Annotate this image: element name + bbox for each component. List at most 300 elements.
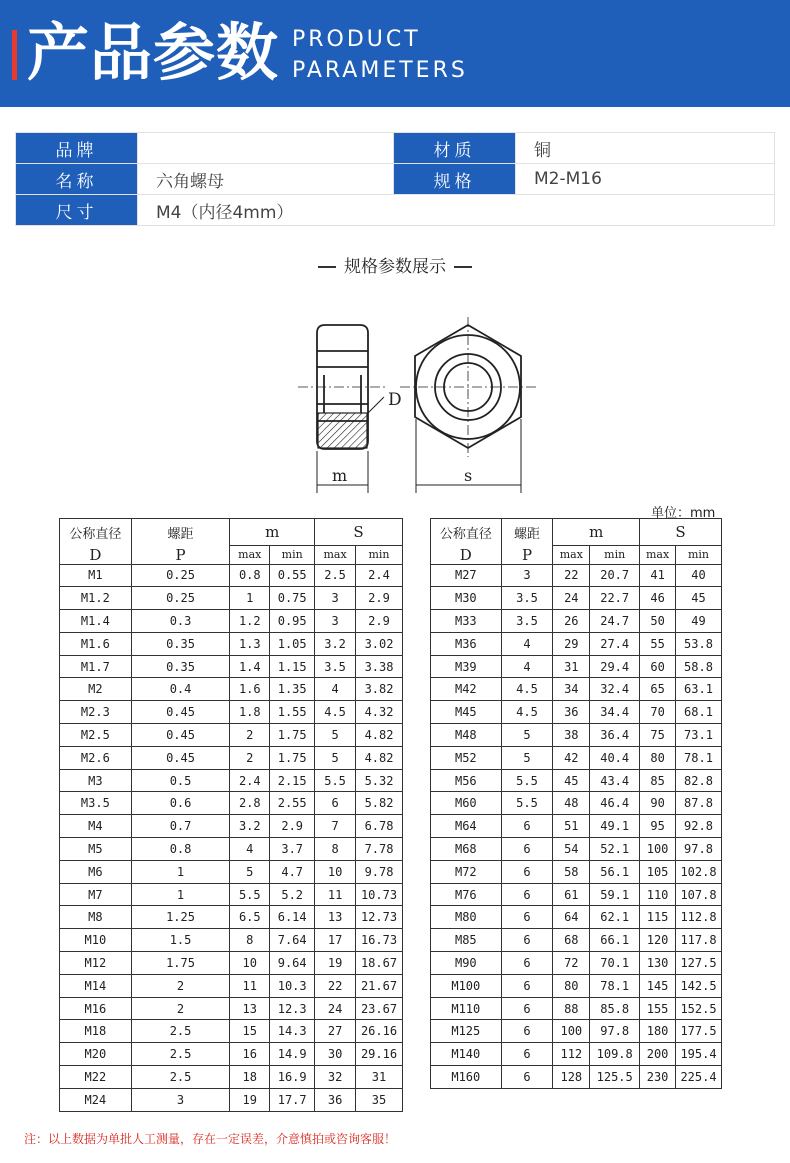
cell-m-max: 2 [230,724,270,747]
cell-m-min: 85.8 [590,997,640,1020]
section-title-text: 规格参数展示 [344,257,446,277]
table-row [431,883,722,906]
header-nominal-diameter: 公称直径 [60,519,132,546]
cell-pitch: 4.5 [501,701,553,724]
table-row [60,906,403,929]
table-row [60,655,403,678]
cell-pitch: 4 [501,632,553,655]
table-row [60,815,403,838]
info-row-3 [16,195,775,226]
banner-title-cn: 产品参数 [27,16,280,89]
header-m-min: min [270,546,315,565]
cell-s-min: 31 [356,1066,403,1089]
cell-pitch: 2 [131,974,230,997]
cell-m-max: 54 [553,838,590,861]
cell-m-min: 43.4 [590,769,640,792]
cell-m-min: 1.55 [270,701,315,724]
cell-m-min: 17.7 [270,1088,315,1111]
banner-title-en-line2: PARAMETERS [292,58,468,83]
cell-s-max: 32 [315,1066,356,1089]
cell-pitch: 0.25 [131,564,230,587]
cell-m-max: 61 [553,883,590,906]
cell-s-max: 13 [315,906,356,929]
header-m: m [230,519,315,546]
cell-s-min: 45 [676,587,722,610]
table-row [60,952,403,975]
label-m: m [332,466,348,485]
section-title [0,252,790,277]
cell-s-max: 100 [640,838,676,861]
cell-s-min: 102.8 [676,860,722,883]
cell-m-max: 13 [230,997,270,1020]
cell-s-max: 2.5 [315,564,356,587]
cell-s-max: 230 [640,1066,676,1089]
cell-m-min: 40.4 [590,746,640,769]
cell-m-min: 29.4 [590,655,640,678]
cell-pitch: 6 [501,815,553,838]
table-row [431,860,722,883]
cell-diameter: M60 [431,792,502,815]
cell-s-max: 5 [315,724,356,747]
cell-s-min: 127.5 [676,952,722,975]
cell-s-min: 152.5 [676,997,722,1020]
cell-m-min: 32.4 [590,678,640,701]
cell-diameter: M52 [431,746,502,769]
cell-pitch: 1.25 [131,906,230,929]
cell-pitch: 1 [131,883,230,906]
cell-s-min: 3.38 [356,655,403,678]
cell-pitch: 0.45 [131,746,230,769]
cell-s-max: 41 [640,564,676,587]
table-row [431,792,722,815]
cell-diameter: M140 [431,1043,502,1066]
cell-m-min: 10.3 [270,974,315,997]
cell-pitch: 6 [501,952,553,975]
cell-m-max: 0.8 [230,564,270,587]
cell-m-max: 68 [553,929,590,952]
table-row [60,564,403,587]
cell-m-min: 2.15 [270,769,315,792]
header-s-min: min [356,546,403,565]
table-row [431,587,722,610]
cell-m-max: 1.8 [230,701,270,724]
header-s: S [640,519,722,546]
cell-m-max: 51 [553,815,590,838]
cell-m-max: 100 [553,1020,590,1043]
cell-s-max: 5 [315,746,356,769]
table-row [60,883,403,906]
cell-s-min: 2.9 [356,610,403,633]
cell-diameter: M160 [431,1066,502,1089]
disclaimer-note: 注：以上数据为单批人工测量，存在一定误差，介意慎拍或咨询客服！ [24,1132,397,1146]
cell-s-max: 180 [640,1020,676,1043]
cell-diameter: M20 [60,1043,132,1066]
cell-diameter: M90 [431,952,502,975]
cell-pitch: 6 [501,974,553,997]
cell-s-max: 55 [640,632,676,655]
cell-s-max: 155 [640,997,676,1020]
cell-s-max: 70 [640,701,676,724]
cell-pitch: 6 [501,929,553,952]
cell-m-min: 1.15 [270,655,315,678]
cell-m-max: 80 [553,974,590,997]
cell-m-max: 64 [553,906,590,929]
cell-s-min: 142.5 [676,974,722,997]
cell-pitch: 0.6 [131,792,230,815]
table-row [60,724,403,747]
cell-pitch: 0.45 [131,701,230,724]
table-row [60,587,403,610]
cell-m-max: 72 [553,952,590,975]
cell-m-min: 22.7 [590,587,640,610]
header-nominal-diameter: 公称直径 [431,519,502,546]
cell-diameter: M80 [431,906,502,929]
cell-s-min: 112.8 [676,906,722,929]
cell-m-min: 62.1 [590,906,640,929]
header-m: m [553,519,640,546]
cell-s-min: 92.8 [676,815,722,838]
cell-diameter: M2 [60,678,132,701]
cell-m-min: 5.2 [270,883,315,906]
cell-s-min: 21.67 [356,974,403,997]
cell-pitch: 1.5 [131,929,230,952]
cell-diameter: M5 [60,838,132,861]
cell-m-min: 78.1 [590,974,640,997]
table-row [431,655,722,678]
cell-s-min: 195.4 [676,1043,722,1066]
header-pitch: 螺距 [501,519,553,546]
table-row [431,838,722,861]
cell-diameter: M6 [60,860,132,883]
cell-m-max: 6.5 [230,906,270,929]
cell-s-min: 9.78 [356,860,403,883]
cell-s-min: 7.78 [356,838,403,861]
table-row [60,997,403,1020]
cell-s-min: 29.16 [356,1043,403,1066]
cell-s-min: 49 [676,610,722,633]
cell-s-min: 78.1 [676,746,722,769]
table-row [60,792,403,815]
cell-pitch: 1.75 [131,952,230,975]
cell-pitch: 2.5 [131,1043,230,1066]
cell-m-max: 3.2 [230,815,270,838]
cell-m-min: 27.4 [590,632,640,655]
cell-pitch: 6 [501,997,553,1020]
spec-value: M2-M16 [516,164,775,195]
cell-pitch: 5 [501,724,553,747]
cell-m-max: 45 [553,769,590,792]
table-row [431,632,722,655]
name-label: 名称 [16,164,138,195]
cell-diameter: M33 [431,610,502,633]
cell-s-min: 177.5 [676,1020,722,1043]
table-row [431,769,722,792]
cell-diameter: M30 [431,587,502,610]
table-row [431,952,722,975]
title-dash-right [454,266,472,268]
cell-s-max: 200 [640,1043,676,1066]
cell-diameter: M42 [431,678,502,701]
cell-m-min: 1.75 [270,724,315,747]
cell-s-max: 3.5 [315,655,356,678]
cell-diameter: M1.2 [60,587,132,610]
cell-diameter: M36 [431,632,502,655]
cell-s-min: 2.9 [356,587,403,610]
cell-m-min: 34.4 [590,701,640,724]
cell-m-min: 20.7 [590,564,640,587]
table-row [60,838,403,861]
cell-diameter: M85 [431,929,502,952]
cell-m-max: 1.2 [230,610,270,633]
cell-m-min: 1.75 [270,746,315,769]
cell-diameter: M3 [60,769,132,792]
table-row [431,564,722,587]
cell-s-min: 53.8 [676,632,722,655]
table-row [60,632,403,655]
cell-pitch: 5.5 [501,792,553,815]
cell-s-min: 16.73 [356,929,403,952]
cell-diameter: M72 [431,860,502,883]
cell-diameter: M2.5 [60,724,132,747]
table-row [60,974,403,997]
cell-m-min: 36.4 [590,724,640,747]
cell-s-min: 87.8 [676,792,722,815]
cell-m-min: 125.5 [590,1066,640,1089]
cell-m-min: 24.7 [590,610,640,633]
hex-nut-drawing [290,315,540,500]
cell-m-min: 97.8 [590,1020,640,1043]
cell-m-min: 0.95 [270,610,315,633]
cell-s-max: 145 [640,974,676,997]
cell-m-max: 8 [230,929,270,952]
cell-pitch: 4.5 [501,678,553,701]
spec-table-right [430,518,722,1089]
cell-s-min: 4.32 [356,701,403,724]
cell-diameter: M18 [60,1020,132,1043]
material-value: 铜 [516,133,775,164]
cell-diameter: M12 [60,952,132,975]
cell-s-min: 5.82 [356,792,403,815]
header-s-max: max [315,546,356,565]
cell-s-max: 90 [640,792,676,815]
cell-s-max: 3 [315,610,356,633]
header-p: P [131,546,230,565]
banner-title-en-line1: PRODUCT [292,27,421,52]
cell-m-min: 7.64 [270,929,315,952]
table-row [60,610,403,633]
cell-s-min: 63.1 [676,678,722,701]
cell-diameter: M1.6 [60,632,132,655]
cell-pitch: 5.5 [501,769,553,792]
cell-m-min: 14.9 [270,1043,315,1066]
table-row [431,997,722,1020]
cell-s-max: 11 [315,883,356,906]
cell-m-min: 52.1 [590,838,640,861]
cell-pitch: 6 [501,883,553,906]
cell-m-max: 1.4 [230,655,270,678]
cell-m-max: 36 [553,701,590,724]
cell-pitch: 3 [131,1088,230,1111]
cell-m-max: 16 [230,1043,270,1066]
cell-m-max: 88 [553,997,590,1020]
size-label: 尺寸 [16,195,138,226]
header-banner [0,0,790,107]
cell-pitch: 6 [501,1020,553,1043]
label-s: s [464,466,473,485]
cell-pitch: 0.4 [131,678,230,701]
label-d: D [388,390,402,410]
cell-diameter: M3.5 [60,792,132,815]
cell-s-max: 46 [640,587,676,610]
cell-m-min: 0.75 [270,587,315,610]
cell-s-max: 36 [315,1088,356,1111]
cell-diameter: M10 [60,929,132,952]
cell-m-min: 1.05 [270,632,315,655]
cell-m-max: 11 [230,974,270,997]
cell-s-max: 115 [640,906,676,929]
cell-m-max: 112 [553,1043,590,1066]
cell-diameter: M4 [60,815,132,838]
cell-s-min: 117.8 [676,929,722,952]
unit-label: 单位：mm [651,506,716,521]
name-value: 六角螺母 [138,164,394,195]
spec-label: 规格 [394,164,516,195]
cell-s-min: 40 [676,564,722,587]
cell-s-max: 3.2 [315,632,356,655]
cell-pitch: 6 [501,906,553,929]
cell-s-max: 7 [315,815,356,838]
cell-pitch: 0.25 [131,587,230,610]
cell-pitch: 6 [501,1066,553,1089]
table-row [431,678,722,701]
table-row [431,610,722,633]
cell-diameter: M100 [431,974,502,997]
cell-pitch: 6 [501,860,553,883]
cell-m-max: 2 [230,746,270,769]
cell-m-max: 10 [230,952,270,975]
cell-pitch: 6 [501,838,553,861]
cell-m-max: 42 [553,746,590,769]
cell-s-min: 26.16 [356,1020,403,1043]
cell-diameter: M2.3 [60,701,132,724]
cell-diameter: M110 [431,997,502,1020]
banner-accent-bar [12,30,17,80]
cell-s-min: 97.8 [676,838,722,861]
cell-s-max: 22 [315,974,356,997]
header-m-max: max [553,546,590,565]
table-row [431,701,722,724]
cell-s-max: 110 [640,883,676,906]
table-row [431,974,722,997]
cell-diameter: M64 [431,815,502,838]
cell-diameter: M1.7 [60,655,132,678]
side-view-hatch [318,413,367,448]
cell-m-min: 2.55 [270,792,315,815]
cell-m-min: 6.14 [270,906,315,929]
cell-s-max: 4 [315,678,356,701]
cell-s-min: 82.8 [676,769,722,792]
table-row [431,815,722,838]
table-row [431,929,722,952]
cell-pitch: 6 [501,1043,553,1066]
cell-m-max: 4 [230,838,270,861]
cell-m-max: 18 [230,1066,270,1089]
table-row [60,1066,403,1089]
cell-m-max: 2.4 [230,769,270,792]
cell-m-max: 34 [553,678,590,701]
cell-s-max: 8 [315,838,356,861]
cell-m-min: 14.3 [270,1020,315,1043]
header-s-max: max [640,546,676,565]
table-row [431,1020,722,1043]
cell-pitch: 5 [501,746,553,769]
cell-diameter: M27 [431,564,502,587]
cell-diameter: M68 [431,838,502,861]
cell-m-max: 48 [553,792,590,815]
header-m-min: min [590,546,640,565]
cell-diameter: M8 [60,906,132,929]
size-value: M4（内径4mm） [138,195,775,226]
cell-s-max: 95 [640,815,676,838]
cell-s-max: 3 [315,587,356,610]
cell-s-min: 68.1 [676,701,722,724]
cell-s-max: 60 [640,655,676,678]
cell-s-max: 24 [315,997,356,1020]
table-row [431,906,722,929]
cell-m-max: 24 [553,587,590,610]
cell-pitch: 3 [501,564,553,587]
cell-s-max: 80 [640,746,676,769]
cell-diameter: M1.4 [60,610,132,633]
cell-m-max: 5.5 [230,883,270,906]
table-row [60,769,403,792]
cell-s-min: 4.82 [356,746,403,769]
brand-label: 品牌 [16,133,138,164]
info-row-2 [16,164,775,195]
cell-m-min: 49.1 [590,815,640,838]
cell-m-max: 38 [553,724,590,747]
cell-diameter: M45 [431,701,502,724]
cell-m-min: 2.9 [270,815,315,838]
d-leader-line [368,397,384,413]
cell-s-min: 23.67 [356,997,403,1020]
cell-diameter: M76 [431,883,502,906]
cell-pitch: 3.5 [501,587,553,610]
cell-m-min: 109.8 [590,1043,640,1066]
table-row [431,746,722,769]
cell-diameter: M56 [431,769,502,792]
material-label: 材质 [394,133,516,164]
cell-m-max: 31 [553,655,590,678]
cell-pitch: 0.35 [131,632,230,655]
cell-pitch: 0.3 [131,610,230,633]
cell-s-min: 10.73 [356,883,403,906]
cell-pitch: 0.5 [131,769,230,792]
cell-diameter: M125 [431,1020,502,1043]
cell-diameter: M7 [60,883,132,906]
cell-s-min: 5.32 [356,769,403,792]
cell-pitch: 2.5 [131,1020,230,1043]
table-row [60,929,403,952]
cell-diameter: M2.6 [60,746,132,769]
cell-pitch: 0.8 [131,838,230,861]
cell-m-min: 70.1 [590,952,640,975]
cell-diameter: M22 [60,1066,132,1089]
table-row [60,701,403,724]
cell-m-min: 4.7 [270,860,315,883]
brand-value [138,133,394,164]
cell-m-min: 0.55 [270,564,315,587]
